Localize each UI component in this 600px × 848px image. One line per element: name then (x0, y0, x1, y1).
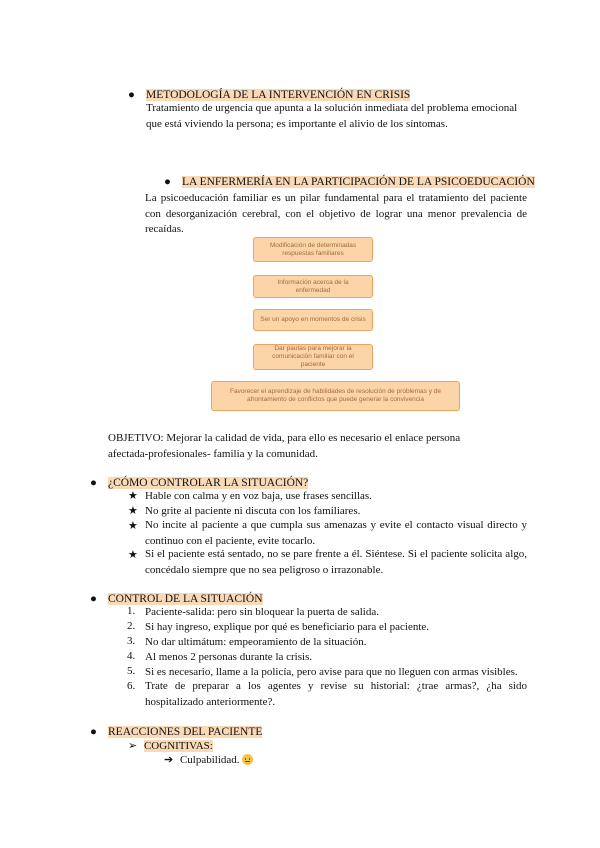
diagram-box: Ser un apoyo en momentos de crisis (253, 309, 373, 331)
list-number: 6. (127, 680, 136, 692)
star-icon: ★ (128, 520, 138, 532)
list-item: Al menos 2 personas durante la crisis. (145, 651, 313, 663)
culpabilidad-item (164, 753, 253, 767)
list-item: Trate de preparar a los agentes y revise su historial: ¿trae armas?, ¿ha sido hospitalizado anteriormente?. (145, 680, 527, 708)
list-item: Si hay ingreso, explique por qué es beneficiario para el paciente. (145, 621, 430, 633)
section-2-text: La psicoeducación familiar es un pilar fundamental para el tratamiento del paciente con desorganización cerebral, con el objetivo de lograr una menor prevalencia de recaídas. (145, 192, 527, 235)
list-number: 4. (127, 650, 136, 662)
diagram-box: Favorecer el aprendizaje de habilidades de resolución de problemas y de afrontamiento de conflictos que puede generar la convivencia (211, 381, 460, 411)
heading-text: LA ENFERMERÍA EN LA PARTICIPACIÓN DE LA PSICOEDUCACIÓN (182, 176, 535, 188)
list-item: Si el paciente está sentado, no se pare frente a él. Siéntese. Si el paciente solicita algo, concédalo siempre que no sea peligroso o irrazonable. (145, 548, 527, 576)
heading-text: REACCIONES DEL PACIENTE (108, 726, 263, 738)
bullet-icon: ● (128, 89, 135, 101)
section-1-heading (128, 88, 410, 102)
text-line: que está viviendo la persona; es importante el alivio de los síntomas. (146, 117, 448, 130)
text-line: OBJETIVO: Mejorar la calidad de vida, para ello es necesario el enlace persona (108, 432, 461, 444)
section-3-heading (90, 476, 308, 490)
arrowhead-icon: ➢ (128, 740, 138, 752)
section-2-heading (164, 175, 535, 189)
arrow-icon: ➔ (164, 754, 174, 766)
list-item: Hable con calma y en voz baja, use frases sencillas. (145, 490, 372, 502)
text-line: afectada-profesionales- familia y la comunidad. (108, 447, 318, 460)
star-icon: ★ (128, 549, 138, 561)
objetivo-text (108, 431, 528, 462)
list-item: Si es necesario, llame a la policía, pero avise para que no lleguen con armas visibles. (145, 666, 518, 678)
item-text: Culpabilidad. (179, 754, 240, 766)
list-item: No dar ultimátum: empeoramiento de la situación. (145, 636, 367, 648)
star-icon: ★ (128, 505, 138, 517)
cognitivas-subheading (128, 739, 213, 753)
list-number: 5. (127, 665, 136, 677)
section-5-heading (90, 725, 262, 739)
diagram-box: Dar pautas para mejorar la comunicación familiar con el paciente (253, 344, 373, 370)
section-4-heading (90, 592, 263, 606)
heading-text: CONTROL DE LA SITUACIÓN (108, 593, 263, 605)
list-item: Paciente-salida: pero sin bloquear la puerta de salida. (145, 606, 379, 618)
list-number: 3. (127, 635, 136, 647)
bullet-icon: ● (90, 477, 97, 489)
heading-text: ¿CÓMO CONTROLAR LA SITUACIÓN? (108, 477, 309, 489)
bullet-icon: ● (90, 593, 97, 605)
heading-text: METODOLOGÍA DE LA INTERVENCIÓN EN CRISIS (146, 89, 411, 101)
relieved-face-icon (242, 754, 253, 765)
list-number: 2. (127, 620, 136, 632)
star-icon: ★ (128, 490, 138, 502)
diagram-box: Información acerca de la enfermedad (253, 275, 373, 298)
list-item: No incite al paciente a que cumpla sus amenazas y evite el contacto visual directo y continuo con el paciente, evite tocarlo. (145, 519, 527, 547)
list-item: No grite al paciente ni discuta con los familiares. (145, 505, 361, 517)
diagram-box: Modificación de determinadas respuestas familiares (253, 237, 373, 262)
bullet-icon: ● (90, 726, 97, 738)
list-number: 1. (127, 605, 136, 617)
text-line: Tratamiento de urgencia que apunta a la solución inmediata del problema emocional (146, 102, 518, 114)
subheading-text: COGNITIVAS: (143, 740, 213, 752)
bullet-icon: ● (164, 176, 171, 188)
section-1-text (146, 101, 518, 132)
